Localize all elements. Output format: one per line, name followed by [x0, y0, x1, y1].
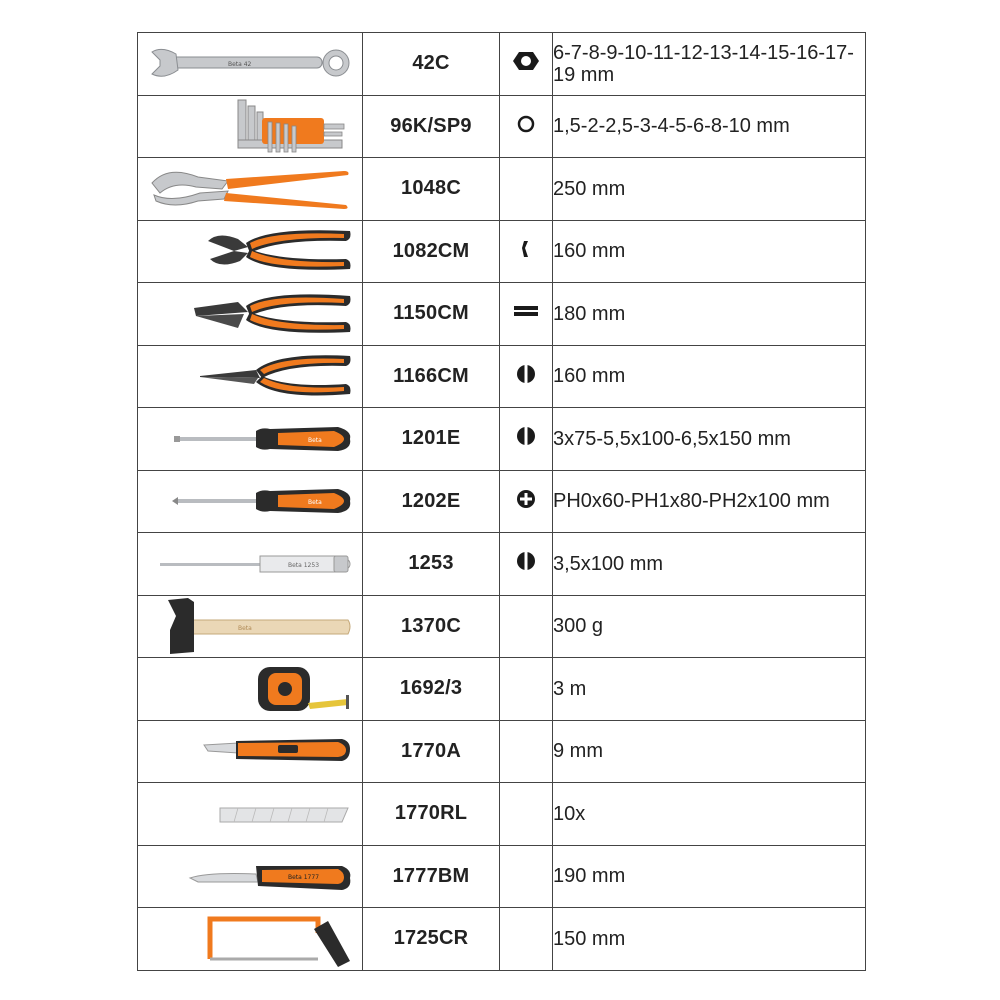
- tool-image-cell: [138, 345, 363, 408]
- symbol-cell: [500, 720, 553, 783]
- symbol-cell: [500, 33, 553, 96]
- tool-image-cell: [138, 533, 363, 596]
- table-row: [138, 658, 866, 721]
- hex-nut-icon: [512, 49, 540, 73]
- symbol-cell: [500, 595, 553, 658]
- tool-code: 1048C: [363, 158, 500, 221]
- table-row: [138, 595, 866, 658]
- svg-text:Beta: Beta: [308, 436, 322, 444]
- table-row: [138, 345, 866, 408]
- slotted-screwdriver-icon: [138, 409, 362, 469]
- spare-blades-icon: [138, 784, 362, 844]
- slotted-tip-icon: [514, 362, 538, 386]
- table-row: [138, 95, 866, 158]
- symbol-cell: [500, 658, 553, 721]
- svg-text:Beta 1777: Beta 1777: [288, 874, 320, 882]
- diagonal-cutters-icon: [138, 221, 362, 281]
- tool-code: 1166CM: [363, 345, 500, 408]
- tool-image-cell: [138, 595, 363, 658]
- tool-image-cell: [138, 220, 363, 283]
- tool-size: 190 mm: [553, 845, 866, 908]
- tool-size: 150 mm: [553, 908, 866, 971]
- symbol-cell: [500, 470, 553, 533]
- tool-size: 3x75-5,5x100-6,5x150 mm: [553, 408, 866, 471]
- svg-text:Beta: Beta: [238, 625, 252, 633]
- tool-code: 1692/3: [363, 658, 500, 721]
- tools-table: [137, 32, 866, 971]
- tool-size: 1,5-2-2,5-3-4-5-6-8-10 mm: [553, 95, 866, 158]
- flat-jaws-icon: [512, 299, 540, 323]
- symbol-cell: [500, 95, 553, 158]
- slip-joint-pliers-icon: [138, 159, 362, 219]
- tool-code: 1202E: [363, 470, 500, 533]
- voltage-tester-icon: [138, 534, 362, 594]
- table-row: [138, 470, 866, 533]
- tool-size: 10x: [553, 783, 866, 846]
- long-nose-pliers-icon: [138, 346, 362, 406]
- utility-knife-icon: [138, 721, 362, 781]
- tool-size: 160 mm: [553, 220, 866, 283]
- tool-code: 1201E: [363, 408, 500, 471]
- table-row: [138, 283, 866, 346]
- tool-code: 42C: [363, 33, 500, 96]
- table-row: [138, 33, 866, 96]
- symbol-cell: [500, 908, 553, 971]
- svg-text:Beta 42: Beta 42: [228, 60, 252, 68]
- junior-hacksaw-icon: [138, 909, 362, 969]
- tape-measure-icon: [138, 659, 362, 719]
- tool-image-cell: [138, 408, 363, 471]
- table-row: [138, 158, 866, 221]
- tool-image-cell: [138, 95, 363, 158]
- svg-text:Beta: Beta: [308, 499, 322, 507]
- symbol-cell: [500, 345, 553, 408]
- tool-size: 3,5x100 mm: [553, 533, 866, 596]
- symbol-cell: [500, 220, 553, 283]
- phillips-tip-icon: [514, 487, 538, 511]
- tool-size: 3 m: [553, 658, 866, 721]
- tool-code: 1770A: [363, 720, 500, 783]
- slotted-tip-icon: [514, 424, 538, 448]
- table-row: [138, 908, 866, 971]
- tool-image-cell: [138, 908, 363, 971]
- tool-code: 1253: [363, 533, 500, 596]
- slotted-tip-icon: [514, 549, 538, 573]
- electrician-knife-icon: [138, 846, 362, 906]
- tool-size: 9 mm: [553, 720, 866, 783]
- combination-wrench-icon: [138, 34, 362, 94]
- table-row: [138, 720, 866, 783]
- table-row: [138, 220, 866, 283]
- symbol-cell: [500, 533, 553, 596]
- tool-image-cell: [138, 33, 363, 96]
- svg-text:Beta 1253: Beta 1253: [288, 561, 320, 569]
- table-row: [138, 533, 866, 596]
- tool-size: 250 mm: [553, 158, 866, 221]
- tool-image-cell: [138, 783, 363, 846]
- tool-code: 96K/SP9: [363, 95, 500, 158]
- hex-key-set-icon: [138, 96, 362, 156]
- symbol-cell: [500, 283, 553, 346]
- machinist-hammer-icon: [138, 596, 362, 656]
- tool-size: 6-7-8-9-10-11-12-13-14-15-16-17-19 mm: [553, 33, 866, 96]
- table-row: [138, 783, 866, 846]
- tool-size: 180 mm: [553, 283, 866, 346]
- phillips-screwdriver-icon: [138, 471, 362, 531]
- combination-pliers-icon: [138, 284, 362, 344]
- table-row: [138, 845, 866, 908]
- tool-image-cell: [138, 658, 363, 721]
- hex-key-profile-icon: [514, 112, 538, 136]
- tool-code: 1370C: [363, 595, 500, 658]
- cutting-jaws-icon: [514, 237, 538, 261]
- tool-code: 1777BM: [363, 845, 500, 908]
- tool-image-cell: [138, 845, 363, 908]
- tool-code: 1770RL: [363, 783, 500, 846]
- tool-image-cell: [138, 283, 363, 346]
- tool-code: 1725CR: [363, 908, 500, 971]
- symbol-cell: [500, 845, 553, 908]
- symbol-cell: [500, 158, 553, 221]
- tool-image-cell: [138, 470, 363, 533]
- tool-code: 1150CM: [363, 283, 500, 346]
- symbol-cell: [500, 408, 553, 471]
- tool-code: 1082CM: [363, 220, 500, 283]
- tool-image-cell: [138, 720, 363, 783]
- tool-size: PH0x60-PH1x80-PH2x100 mm: [553, 470, 866, 533]
- table-row: [138, 408, 866, 471]
- symbol-cell: [500, 783, 553, 846]
- tool-size: 160 mm: [553, 345, 866, 408]
- tool-size: 300 g: [553, 595, 866, 658]
- tool-image-cell: [138, 158, 363, 221]
